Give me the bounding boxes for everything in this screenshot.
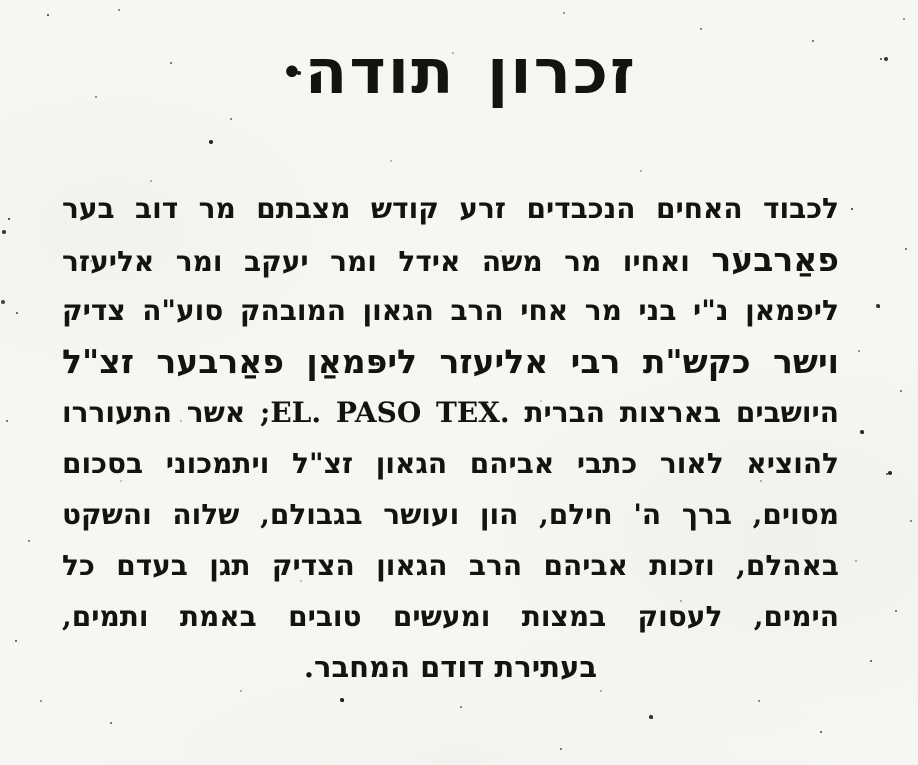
dedication-line-4-rabbi-name: וישר כקש"ת רבי אליעזר ליפּמאַן פאַרבער זצ"ל — [62, 342, 839, 381]
dedication-text — [62, 183, 839, 693]
dedication-line-6: להוציא לאור כתבי אביהם הגאון זצ"ל ויתמכוני בסכום — [62, 447, 839, 480]
closing-signature-line: בעתירת דודם המחבר. — [303, 650, 598, 684]
dedication-line-8: באהלם, וזכות אביהם הרב הגאון הצדיק תגן בעדם כל — [62, 549, 839, 582]
dedication-line-5-el-paso: היושבים בארצות הברית ‪EL. PASO TEX.‬; אשר התעוררו — [62, 396, 839, 429]
page-title: זכרון תודה· — [281, 35, 637, 108]
dedication-line-3: ליפמאן נ"י בני מר אחי הרב הגאון המובהק סוע"ה צדיק — [62, 294, 839, 327]
dedication-line-7: מסוים, ברך ה' חילם, הון ועושר בגבולם, שלוה והשקט — [62, 498, 839, 531]
dedication-line-9: הימים, לעסוק במצות ומעשים טובים באמת ותמים, — [62, 600, 839, 633]
dedication-line-2-rest: ואחיו מר משה אידל ומר יעקב ומר אליעזר — [62, 245, 690, 278]
dedication-line-2 — [62, 234, 839, 285]
surname-farber-emphasized: פאַרבער — [711, 240, 839, 279]
dedication-line-1: לכבוד האחים הנכבדים זרע קודש מצבתם מר דוב בער — [62, 192, 839, 225]
